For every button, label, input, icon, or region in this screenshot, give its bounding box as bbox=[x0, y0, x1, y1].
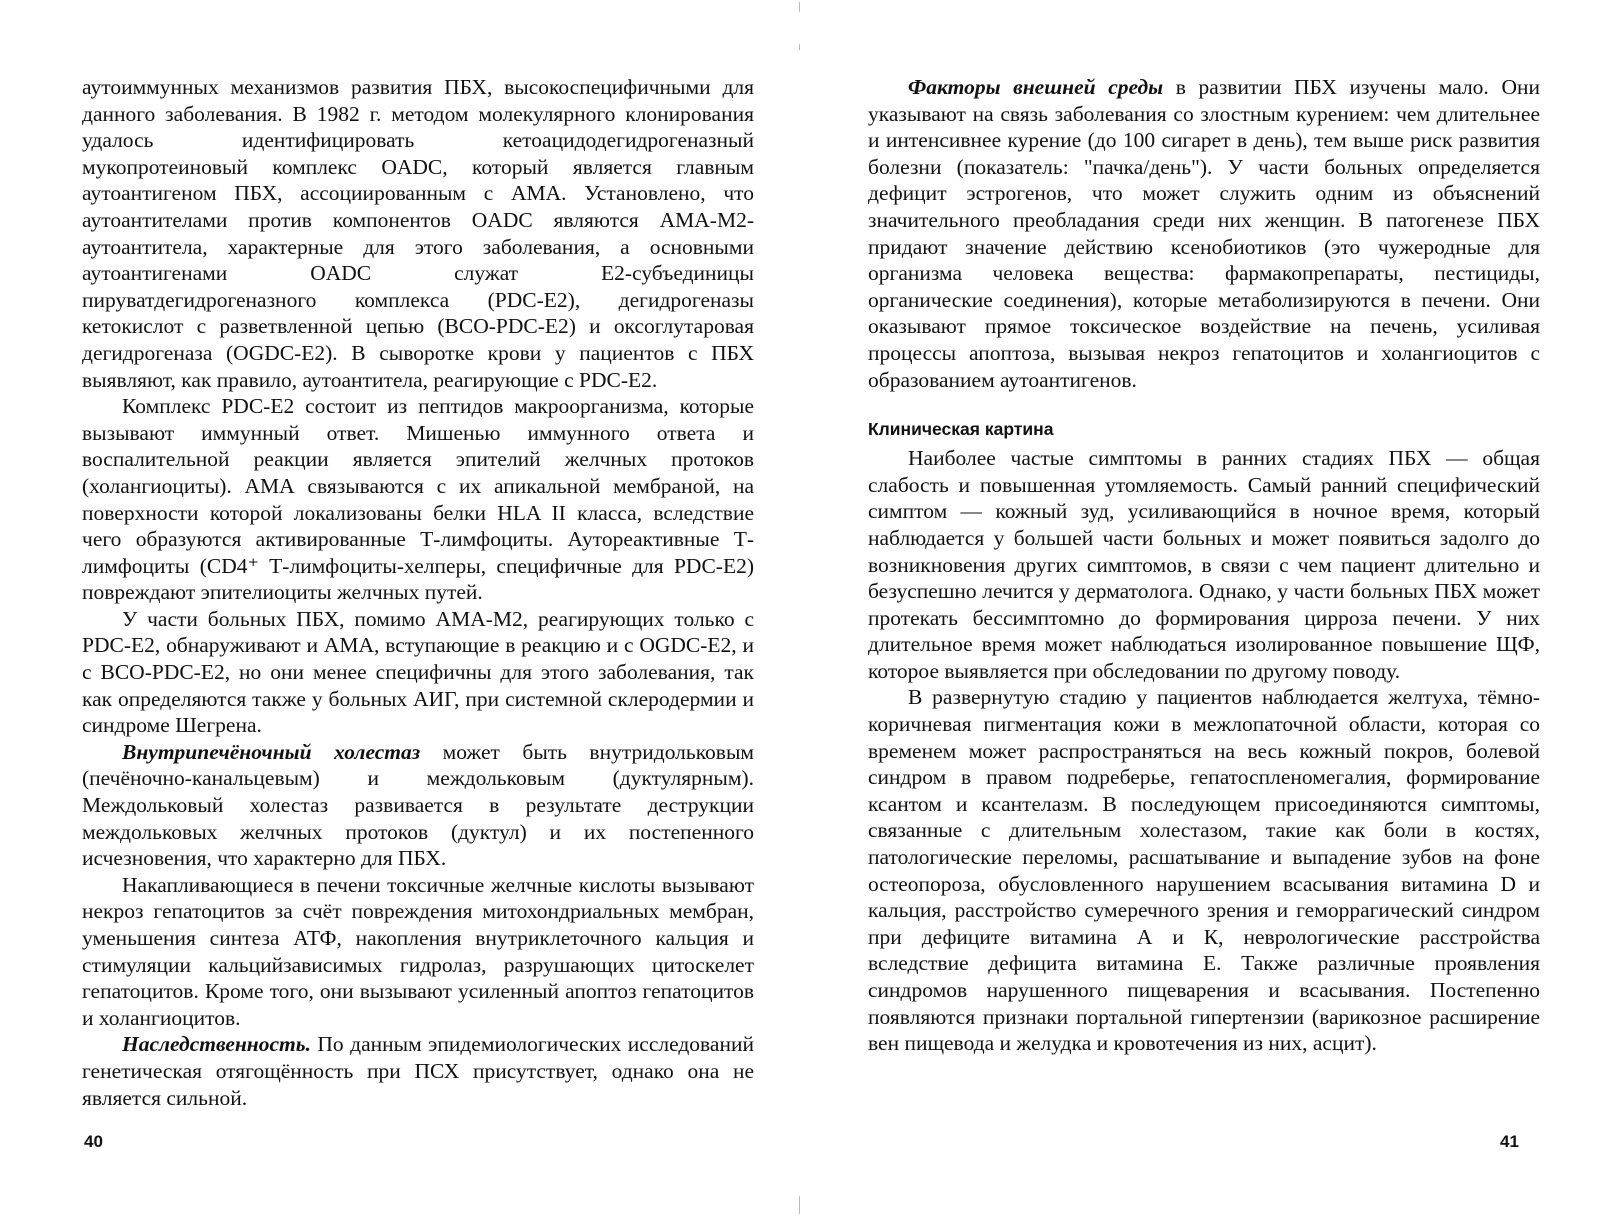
paragraph bbox=[82, 74, 754, 393]
paragraph-text: аутоиммунных механизмов развития ПБХ, высокоспецифичными для данного заболевания. В 1982 г. методом молекулярного клонирования удалось идентифицировать кетоацидодегидрогеназный мукопротеиновый комплекс OADC, который является главным аутоантигеном ПБХ, ассоциированным с АМА. Установлено, что аутоантителами против компонентов OADC являются АМА-М2-аутоантитела, характерные для этого заболевания, а основными аутоантигенами OADC служат Е2-субъединицы пируватдегидрогеназного комплекса (PDC-E2), дегидрогеназы кетокислот с разветвленной цепью (BCO-PDC-E2) и оксоглутаровая дегидрогеназа (OGDC-E2). В сыворотке крови у пациентов с ПБХ выявляют, как правило, аутоантитела, реагирующие с PDC-E2. bbox=[82, 75, 754, 392]
paragraph-text: может быть внутридольковым (печёночно-канальцевым) и междольковым (дуктулярным). Междольковый холестаз развивается в результате деструкции междольковых желчных протоков (дуктул) и их постепенного исчезновения, что характерно для ПБХ. bbox=[82, 739, 755, 871]
paragraph-text: в развитии ПБХ изучены мало. Они указывают на связь заболевания со злостным курением: чем длительнее и интенсивнее курение (до 100 сигарет в день), тем выше риск развития болезни (показатель: "пачка/день"). У части больных определяется дефицит эстрогенов, что может служить одним из объяснений значительного преобладания среди них женщин. В патогенезе ПБХ придают значение действию ксенобиотиков (это чужеродные для организма человека вещества: фармакопрепараты, пестициды, органические соединения), которые метаболизируются в печени. Они оказывают прямое токсическое воздействие на печень, усиливая процессы апоптоза, вызывая некроз гепатоцитов и холангиоцитов с образованием аутоантигенов. bbox=[868, 75, 1540, 392]
section-heading: Клиническая картина bbox=[868, 419, 1054, 440]
paragraph-text: По данным эпидемиологических исследований генетическая отягощённость при ПСХ присутствует, однако она не является сильной. bbox=[82, 1032, 754, 1110]
page-number-right: 41 bbox=[1500, 1132, 1519, 1151]
paragraph bbox=[82, 393, 754, 606]
paragraph-text: У части больных ПБХ, помимо АМА-М2, реагирующих только с PDC-E2, обнаруживают и АМА, вступающие в реакцию и с OGDC-E2, и с BCO-PDC-E2, но они менее специфичны для этого заболевания, так как определяются также у больных АИГ, при системной склеродермии и синдроме Шегрена. bbox=[82, 606, 754, 738]
paragraph bbox=[82, 739, 754, 872]
paragraph-lead: Факторы внешней среды bbox=[908, 75, 1164, 99]
paragraph bbox=[82, 606, 754, 739]
paragraph-text: В развернутую стадию у пациентов наблюдается желтуха, тёмно-коричневая пигментация кожи в межлопаточной области, которая со временем может распространяться на весь кожный покров, болевой синдром в правом подреберье, гепатоспленомегалия, формирование ксантом и ксантелазм. В последующем присоединяются симптомы, связанные с длительным холестазом, такие как боли в костях, патологические переломы, расшатывание и выпадение зубов на фоне остеопороза, обусловленного нарушением всасывания витамина D и кальция, расстройство сумеречного зрения и геморрагический синдром при дефиците витамина А и К, неврологические расстройства вследствие дефицита витамина Е. Также различные проявления синдромов нарушенного пищеварения и всасывания. Постепенно появляются признаки портальной гипертензии (варикозное расширение вен пищевода и желудка и кровотечения из них, асцит). bbox=[868, 685, 1540, 1056]
paragraph-lead: Наследственность. bbox=[122, 1032, 311, 1057]
paragraph bbox=[868, 684, 1540, 1056]
paragraph bbox=[82, 1031, 754, 1111]
page-number-left: 40 bbox=[84, 1132, 103, 1151]
paragraph bbox=[82, 872, 754, 1032]
paragraph-lead: Внутрипечёночный холестаз bbox=[122, 739, 421, 764]
paragraph-text: Накапливающиеся в печени токсичные желчные кислоты вызывают некроз гепатоцитов за счёт повреждения митохондриальных мембран, уменьшения синтеза АТФ, накопления внутриклеточного кальция и стимуляции кальцийзависимых гидролаз, разрушающих цитоскелет гепатоцитов. Кроме того, они вызывают усиленный апоптоз гепатоцитов и холангиоцитов. bbox=[82, 872, 754, 1030]
gutter-fold bbox=[799, 0, 801, 1224]
right-page bbox=[868, 74, 1540, 1057]
paragraph bbox=[868, 445, 1540, 684]
paragraph-text: Комплекс PDC-E2 состоит из пептидов макроорганизма, которые вызывают иммунный ответ. Мишенью иммунного ответа и воспалительной реакции является эпителий желчных протоков (холангиоциты). АМА связываются с их апикальной мембраной, на поверхности которой локализованы белки HLA II класса, вследствие чего образуются активированные Т-лимфоциты. Аутореактивные Т-лимфоциты (CD4⁺ Т-лимфоциты-хелперы, специфичные для PDC-E2) повреждают эпителиоциты желчных путей. bbox=[82, 394, 754, 605]
paragraph-text: Наиболее частые симптомы в ранних стадиях ПБХ — общая слабость и повышенная утомляемость. Самый ранний специфический симптом — кожный зуд, усиливающийся в ночное время, который наблюдается у большей части больных и может появиться задолго до возникновения других симптомов, в связи с чем пациент длительно и безуспешно лечится у дерматолога. Однако, у части больных ПБХ может протекать бессимптомно до формирования цирроза печени. У них длительное время может наблюдаться изолированное повышение ЩФ, которое выявляется при обследовании по другому поводу. bbox=[868, 446, 1540, 683]
left-page bbox=[82, 74, 754, 1111]
paragraph bbox=[868, 74, 1540, 393]
